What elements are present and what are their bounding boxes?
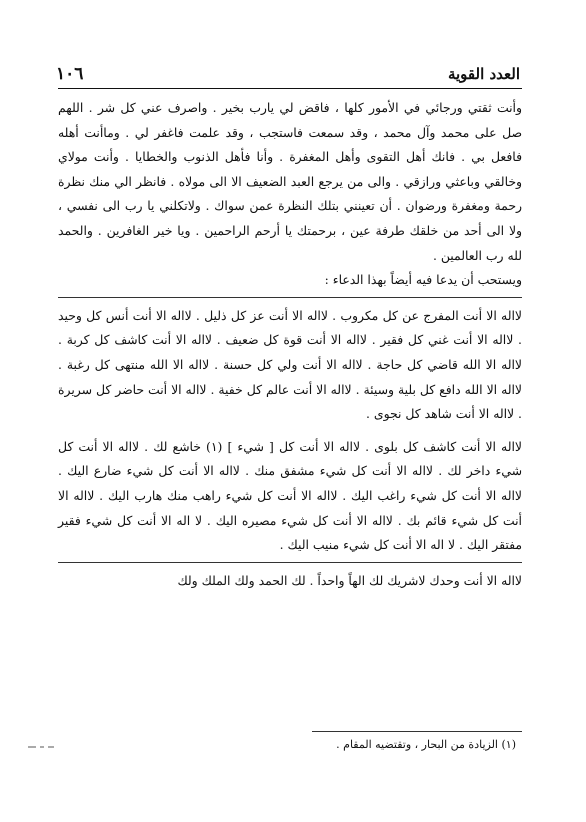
paragraph-supplication-2: لااله الا أنت المفرج عن كل مكروب . لااله الا أنت عز كل ذليل . لااله الا أنت أنس كل وحيد . لااله الا أنت غني كل فقير . لااله الا أنت قوة كل ضعيف . لااله الا أنت كاشف كل كربة . لااله الا الله قاضي كل حاجة . لااله الا أنت ولي كل حسنة . لااله الا الله منتهى كل رغبة . لااله الا الله دافع كل بلية وسيئة . لااله الا أنت عالم كل خفية . لااله الا أنت حاضر كل سريرة . لااله الا أنت شاهد كل نجوى .: [58, 307, 522, 422]
page-header: [56, 62, 520, 86]
header-rule: [58, 88, 522, 89]
section-separator: [58, 297, 522, 298]
footnote-rule: [312, 731, 522, 732]
paragraph-supplication-1: وأنت ثقتي ورجائي في الأمور كلها ، فاقض لي يارب بخير . واصرف عني كل شر . اللهم صل على محمد وآل محمد ، وقد سمعت فاستجب ، وقد علمت فاغفر لي . وماأنت أهله فافعل بي . فانك أهل التقوى وأهل المغفرة . وأنا فأهل الذنوب والخطايا . وأنت مولاي وخالقي وباعثي ورازقي . والى من يرجع العبد الضعيف الا الى مولاه . فانظر الي منك نظرة رحمة ومغفرة ورضوان . أن تعينني بتلك النظرة عمن سواك . ولاتكلني يا رب الى نفسي ، ولا الى أحد من خلقك طرفة عين ، برحمتك يا أرحم الراحمين . ويا خير الغافرين . والحمد لله رب العالمين .: [58, 100, 522, 263]
running-title: العدد القوية: [447, 65, 520, 83]
page-number: ١٠٦: [56, 64, 84, 84]
paragraph-gap: [58, 427, 522, 435]
section-separator: [58, 562, 522, 563]
footnote: (١) الزيادة من البحار ، وتقتضيه المقام .: [336, 738, 516, 751]
paragraph-supplication-4: لااله الا أنت وحدك لاشريك لك الهاً واحداً . لك الحمد ولك الملك ولك: [177, 572, 522, 588]
body-text: [58, 96, 522, 593]
scan-mark-icon: [28, 744, 54, 750]
paragraph-supplication-3: لااله الا أنت كاشف كل بلوى . لااله الا أنت كل [ شيء ] (١) خاشع لك . لااله الا أنت كل شيء داخر لك . لااله الا أنت كل شيء مشفق منك . لااله الا أنت كل شيء ضارع اليك . لااله الا أنت كل شيء راغب اليك . لااله الا أنت كل شيء راهب منك هارب اليك . لااله الا أنت كل شيء قائم بك . لااله الا أنت كل شيء مصيره اليك . لا اله الا أنت كل شيء فقير مفتقر اليك . لا اله الا أنت كل شيء منيب اليك .: [58, 438, 522, 553]
paragraph-intro-line: ويستحب أن يدعا فيه أيضاً بهذا الدعاء :: [324, 272, 522, 288]
